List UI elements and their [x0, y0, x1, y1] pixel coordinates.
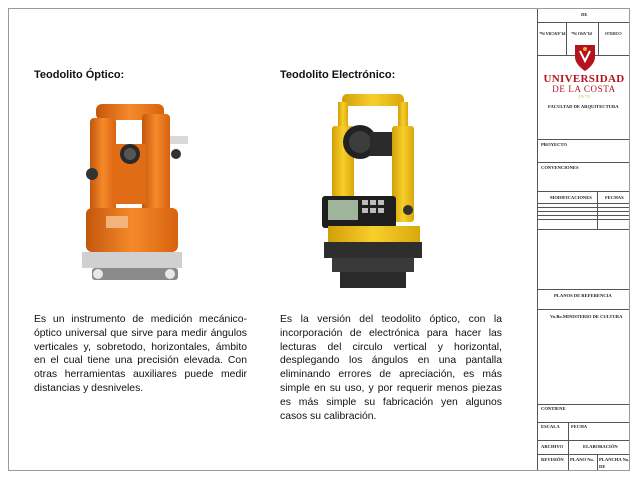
title-block: [537, 9, 629, 470]
optical-theodolite-heading: Teodolito Óptico:: [34, 69, 125, 81]
tb-escala: ESCALA: [541, 424, 560, 429]
tb-vobo: Vo.Bo.MINISTERIO DE CULTURA: [550, 314, 623, 319]
electronic-theodolite-description: Es la versión del teodolito óptico, con la incorporación de electrónica para hacer las lecturas del circulo vertical y horizontal, desplegando los ángulos en una pantalla eliminando errores de apreciación, es más simple en su uso, y por requerir menos piezas es más simple su fabricación yen algunos casos su calibración.: [280, 314, 502, 422]
tb-top-de: DE: [581, 12, 588, 17]
tb-contiene: CONTIENE: [541, 406, 566, 411]
tb-plancha-header: PLANCHA No.: [539, 31, 566, 36]
tb-convenciones: CONVENCIONES: [541, 165, 579, 170]
tb-revision: REVISIÓN: [541, 457, 564, 462]
tb-modificaciones: MODIFICACIONES: [550, 195, 592, 200]
optical-theodolite-description: Es un instrumento de medición mecánico-óptico universal que sirve para medir ángulos verticales y, sobretodo, horizontales, ámbito en el cual tiene una precisión elevada. Con otras herramientas auxiliares puede medir distancias y desniveles.: [34, 314, 247, 394]
university-name-line2: DE LA COSTA: [552, 84, 616, 94]
tb-faculty: FACULTAD DE ARQUITECTURA: [548, 104, 619, 109]
tb-plano-no: PLANO No.: [570, 457, 594, 462]
tb-plano-header: PLANO No.: [571, 31, 592, 36]
tb-elaboracion: ELABORACIÓN: [583, 444, 618, 449]
optical-theodolite-image: [76, 96, 194, 286]
tb-proyecto: PROYECTO: [541, 142, 567, 147]
university-name-line1: UNIVERSIDAD: [543, 73, 625, 85]
tb-archivo: ARCHIVO: [541, 444, 564, 449]
tb-fecha: FECHA: [571, 424, 588, 429]
tb-fechas: FECHAS: [605, 195, 624, 200]
tb-codigo-header: CODIGO: [605, 31, 622, 36]
university-year: 1 9 7 0: [578, 94, 590, 99]
tb-plancha-no: PLANCHA No.: [599, 457, 630, 462]
electronic-theodolite-image: [318, 92, 428, 288]
university-shield-icon: [572, 43, 598, 73]
tb-planos-referencia: PLANOS DE REFERENCIA: [554, 293, 612, 298]
electronic-theodolite-heading: Teodolito Electrónico:: [280, 69, 396, 81]
tb-de: DE: [599, 464, 606, 469]
